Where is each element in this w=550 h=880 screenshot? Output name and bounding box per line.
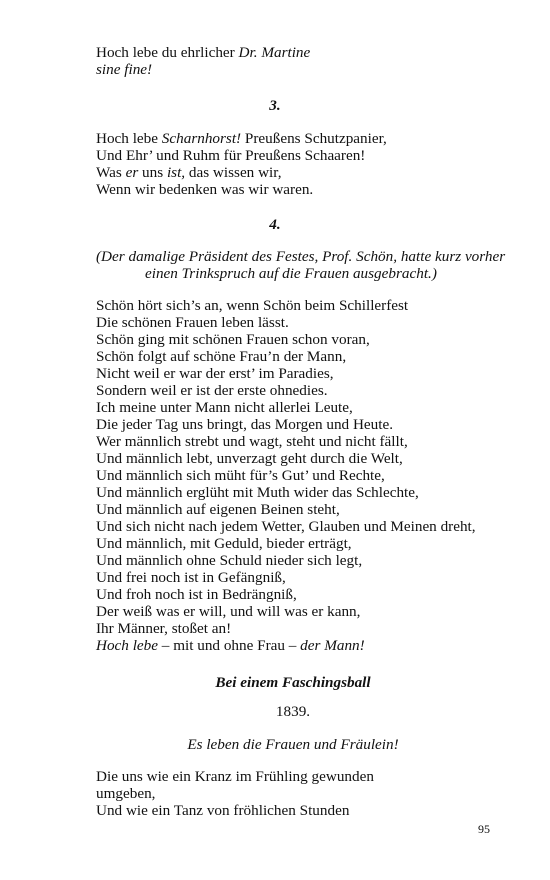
italic-span: Scharnhorst!: [161, 130, 242, 147]
text-span: Hoch lebe du ehrlicher: [96, 44, 239, 61]
verse-line: Schön folgt auf schöne Frau’n der Mann,: [96, 348, 347, 365]
verse-line: Schön hört sich’s an, wenn Schön beim Schillerfest: [96, 297, 409, 314]
italic-span: sine fine!: [96, 61, 153, 78]
editorial-note: einen Trinkspruch auf die Frauen ausgebracht.): [145, 265, 437, 282]
verse-line: Der weiß was er will, und will was er kann,: [96, 603, 361, 620]
verse-line: Die uns wie ein Kranz im Frühling gewunden: [96, 768, 374, 785]
verse-line: Und männlich sich müht für’s Gut’ und Rechte,: [96, 467, 385, 484]
verse-line: Und wie ein Tanz von fröhlichen Stunden: [96, 802, 350, 819]
verse-line: Und Ehr’ und Ruhm für Preußens Schaaren!: [96, 147, 366, 164]
verse-line: Und männlich ohne Schuld nieder sich legt,: [96, 552, 363, 569]
section-number: 4.: [269, 216, 281, 233]
verse-line: [96, 130, 387, 147]
text-span: uns: [138, 164, 167, 181]
verse-line: Und männlich, mit Geduld, bieder erträgt,: [96, 535, 352, 552]
section-number: 3.: [269, 97, 281, 114]
verse-line: Die jeder Tag uns bringt, das Morgen und Heute.: [96, 416, 394, 433]
verse-line: [96, 61, 152, 78]
verse-line: Und froh noch ist in Bedrängniß,: [96, 586, 297, 603]
verse-line: Und frei noch ist in Gefängniß,: [96, 569, 286, 586]
text-span: das wissen wir,: [185, 164, 282, 181]
verse-line: Ihr Männer, stoßet an!: [96, 620, 232, 637]
verse-line: Nicht weil er war der erst’ im Paradies,: [96, 365, 334, 382]
italic-span: Hoch lebe: [96, 637, 158, 654]
italic-span: er: [125, 164, 139, 181]
verse-line: Und sich nicht nach jedem Wetter, Glauben und Meinen dreht,: [96, 518, 476, 535]
verse-line: Wer männlich strebt und wagt, steht und nicht fällt,: [96, 433, 408, 450]
poem-subtitle: Es leben die Frauen und Fräulein!: [187, 736, 399, 753]
verse-line: [96, 164, 282, 181]
verse-line: Sondern weil er ist der erste ohnedies.: [96, 382, 328, 399]
poem-year: 1839.: [275, 703, 311, 720]
verse-line: Schön ging mit schönen Frauen schon voran,: [96, 331, 370, 348]
italic-span: der Mann!: [300, 637, 365, 654]
verse-line: Die schönen Frauen leben lässt.: [96, 314, 289, 331]
verse-line: Und männlich auf eigenen Beinen steht,: [96, 501, 340, 518]
editorial-note: (Der damalige Präsident des Festes, Prof. Schön, hatte kurz vorher: [96, 248, 506, 265]
verse-line: Und männlich erglüht mit Muth wider das Schlechte,: [96, 484, 419, 501]
verse-line: umgeben,: [96, 785, 156, 802]
text-span: Hoch lebe: [96, 130, 162, 147]
text-span: – mit und ohne Frau –: [158, 637, 301, 654]
page-number: 95: [478, 822, 490, 836]
verse-line: Wenn wir bedenken was wir waren.: [96, 181, 314, 198]
italic-span: ist,: [166, 164, 186, 181]
poem-title: Bei einem Faschingsball: [215, 674, 371, 691]
italic-span: Dr. Martine: [238, 44, 311, 61]
text-span: Was: [96, 164, 126, 181]
text-span: Preußens Schutzpanier,: [241, 130, 387, 147]
verse-line: [96, 44, 310, 61]
verse-line: [96, 637, 365, 654]
verse-line: Und männlich lebt, unverzagt geht durch die Welt,: [96, 450, 403, 467]
verse-line: Ich meine unter Mann nicht allerlei Leute,: [96, 399, 353, 416]
